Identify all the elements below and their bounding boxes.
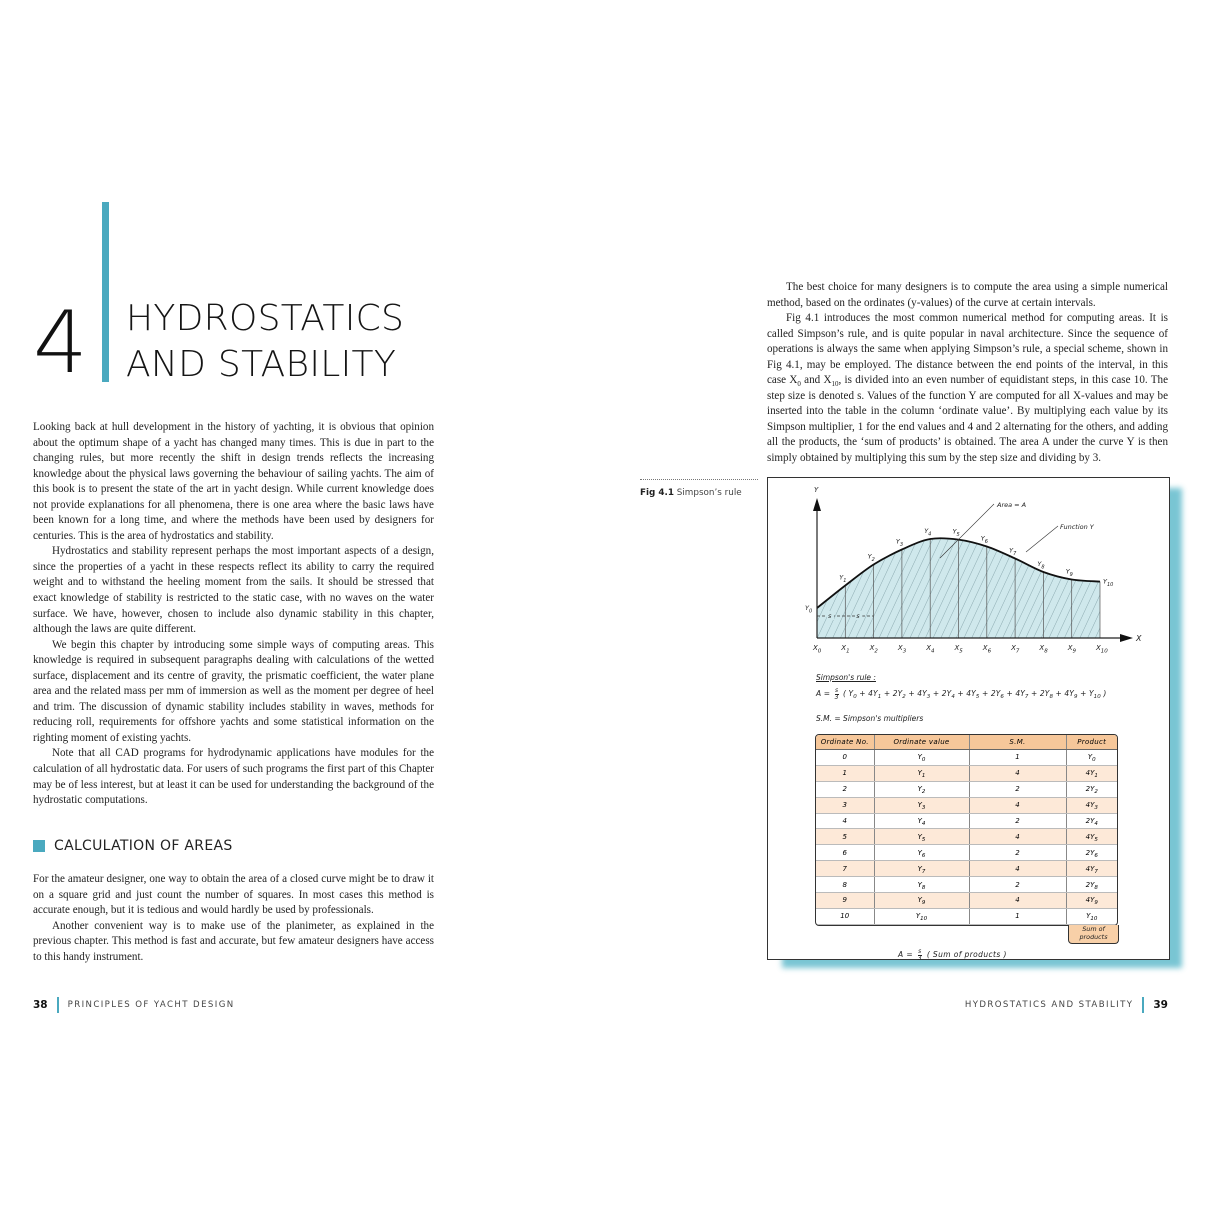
table-cell: $4Y_5$: [1066, 829, 1117, 845]
table-cell: 4: [816, 813, 874, 829]
table-cell: $4Y_9$: [1066, 893, 1117, 909]
ordinate-label: $Y_2$: [867, 552, 875, 563]
table-row: [816, 781, 1117, 797]
table-cell: $Y_0$: [874, 750, 969, 766]
running-title: PRINCIPLES OF YACHT DESIGN: [67, 1000, 235, 1010]
table-cell: 1: [816, 765, 874, 781]
subscript: 10: [831, 380, 839, 389]
fraction: [918, 949, 922, 962]
paragraph: Looking back at hull development in the history of yachting, it is obvious that opinion about the optimum shape of a yacht has changed many times. This is due in part to the changing rules, but more recently the shift in design trends reflects the increasing knowledge about the physical laws governing the behaviour of sailing yachts. The aim of this book is to present the state of the art in yacht design. While current knowledge does not provide explanations for all phenomena, there is one area where the basic laws have been known for a long time, and where the methods have been used by designers for centuries. This is the area of hydrostatics and stability.: [33, 421, 434, 542]
table-cell: 4: [969, 829, 1066, 845]
table-row: [816, 845, 1117, 861]
paragraph: Another convenient way is to make use of the planimeter, as explained in the previous chapter. This method is fast and accurate, but few amateur designers have access to this handy instrument.: [33, 919, 434, 963]
x-tick-label: $X_3$: [897, 644, 907, 655]
table-cell: $Y_5$: [874, 829, 969, 845]
formula-term: + $2Y_4$: [930, 689, 955, 700]
formula-term: + $2Y_8$: [1028, 689, 1054, 700]
section-heading: [33, 838, 233, 854]
table-cell: $Y_0$: [1066, 750, 1117, 766]
chapter-accent-bar: [102, 202, 109, 382]
ordinate-label: $Y_3$: [895, 537, 904, 548]
table-header: Ordinate No.: [816, 735, 874, 750]
x-tick-label: $X_0$: [813, 644, 822, 655]
simpsons-rule-label: Simpson's rule :: [816, 673, 876, 682]
page-number: 39: [1153, 999, 1168, 1011]
right-body-text: [767, 280, 1168, 467]
formula-term: + $2Y_6$: [979, 689, 1004, 700]
table-cell: 7: [816, 861, 874, 877]
ordinate-label: $Y_7$: [1009, 546, 1017, 557]
chapter-number: 4: [33, 293, 86, 393]
footer-divider: [1142, 997, 1144, 1013]
table-cell: 5: [816, 829, 874, 845]
table-cell: $Y_9$: [874, 893, 969, 909]
chapter-title: [126, 296, 404, 388]
table-cell: 3: [816, 797, 874, 813]
formula-term: + $4Y_7$: [1004, 689, 1029, 700]
area-formula-rest: ( Sum of products ): [926, 950, 1007, 959]
formula-term: + $4Y_1$: [856, 689, 882, 700]
x-tick-label: $X_2$: [869, 644, 878, 655]
simpsons-formula: [816, 687, 1106, 701]
figure-label: Fig 4.1: [640, 488, 674, 498]
table-cell: 1: [969, 750, 1066, 766]
table-cell: 0: [816, 750, 874, 766]
formula-term: $Y_0$: [848, 689, 857, 700]
section-body-text: [33, 872, 434, 965]
sum-label-line-1: Sum of: [1082, 925, 1105, 933]
sum-label-line-2: products: [1079, 933, 1108, 941]
figure-box: [767, 477, 1170, 960]
paragraph: We begin this chapter by introducing some simple ways of computing areas. This knowledge is required in subsequent paragraphs dealing with calculations of the wetted surface, displacement and its centre of gravity, the prismatic coefficient, the water plane area and the related mass per mm of immersion as well as the moment per degree of heel and trim. The discussion of dynamic stability includes stability in waves, methods for reducing roll, requirements for offshore yachts and some statistical information on the righting moment of existing yachts.: [33, 638, 434, 744]
caption-dotted-rule: [640, 479, 758, 480]
table-header: S.M.: [969, 735, 1066, 750]
table-cell: $Y_1$: [874, 765, 969, 781]
table-cell: $Y_2$: [874, 781, 969, 797]
text-run: and X: [800, 374, 832, 387]
fraction-numerator: s: [918, 947, 922, 955]
simpson-table: [815, 734, 1118, 926]
table-cell: $Y_8$: [874, 877, 969, 893]
table-cell: $2Y_2$: [1066, 781, 1117, 797]
paragraph: Hydrostatics and stability represent perhaps the most important aspects of a design, since the properties of a yacht in these respects reflect its ability to carry the required weight and to withstand the heeling moment from the sails. It should be stressed that exact knowledge of stability is restricted to the static case, with no waves on the water surface. We have, however, chosen to include also dynamic stability in this chapter, although the laws are quite different.: [33, 545, 434, 636]
table-cell: 4: [969, 893, 1066, 909]
ordinate-label: $Y_4$: [924, 527, 932, 538]
fraction-denominator: 3: [917, 954, 923, 962]
x-tick-label: $X_5$: [954, 644, 963, 655]
sum-of-products-box: [1068, 925, 1119, 944]
step-label: s: [856, 612, 860, 620]
x-tick-label: $X_9$: [1067, 644, 1076, 655]
table-header: Product: [1066, 735, 1117, 750]
formula-term: + $4Y_5$: [954, 689, 980, 700]
table-row: [816, 877, 1117, 893]
table-cell: 4: [969, 765, 1066, 781]
formula-prefix: A =: [816, 689, 831, 698]
table-row: [816, 861, 1117, 877]
table-cell: 2: [969, 813, 1066, 829]
chapter-title-line-1: HYDROSTATICS: [126, 298, 405, 339]
ordinate-label: $Y_9$: [1065, 567, 1073, 578]
table-row: [816, 829, 1117, 845]
fraction: [835, 688, 839, 701]
table-cell: 10: [816, 908, 874, 924]
table-cell: 1: [969, 908, 1066, 924]
table-cell: $2Y_8$: [1066, 877, 1117, 893]
left-footer: [33, 997, 235, 1013]
x-tick-label: $X_8$: [1039, 644, 1048, 655]
ordinate-label: $Y_6$: [980, 534, 988, 545]
table-cell: 8: [816, 877, 874, 893]
ordinate-label: $Y_0$: [805, 604, 813, 615]
footer-divider: [57, 997, 59, 1013]
paragraph: For the amateur designer, one way to obtain the area of a closed curve might be to draw it on a square grid and just count the number of squares. In most cases this method is accurate enough, but it is tedious and would hardly be used by professionals.: [33, 873, 434, 917]
paragraph: The best choice for many designers is to compute the area using a simple numerical method, based on the ordinates (y-values) of the curve at certain intervals.: [767, 281, 1168, 309]
x-axis-label: X: [1136, 634, 1142, 643]
simpson-diagram: [768, 478, 1168, 668]
formula-term: + $Y_{10}$: [1077, 689, 1101, 700]
table-cell: $Y_6$: [874, 845, 969, 861]
table-header: Ordinate value: [874, 735, 969, 750]
table-cell: $4Y_7$: [1066, 861, 1117, 877]
area-formula: [898, 948, 1007, 962]
function-label: Function Y: [1060, 523, 1094, 531]
paragraph: Note that all CAD programs for hydrodynamic applications have modules for the calculation of all hydrostatic data. For users of such programs the first part of this Chapter may be of less interest, but at least it can be used for understanding the background of the hydrostatic computations.: [33, 747, 434, 807]
paragraph: [767, 311, 1168, 466]
table-row: [816, 813, 1117, 829]
subscript: 0: [797, 380, 801, 389]
table-cell: $4Y_1$: [1066, 765, 1117, 781]
area-label: Area = A: [997, 501, 1027, 509]
table-cell: 2: [969, 845, 1066, 861]
table-cell: $2Y_6$: [1066, 845, 1117, 861]
x-tick-label: $X_4$: [926, 644, 935, 655]
formula-term: + $4Y_9$: [1053, 689, 1078, 700]
y-axis-label: Y: [814, 486, 819, 494]
fraction-numerator: s: [834, 686, 839, 694]
table-row: [816, 765, 1117, 781]
ordinate-label: $Y_8$: [1037, 560, 1045, 571]
ordinate-label: $Y_1$: [839, 573, 847, 584]
formula-prefix: A =: [898, 950, 913, 959]
right-footer: [965, 997, 1168, 1013]
table-row: [816, 797, 1117, 813]
sm-definition: S.M. = Simpson's multipliers: [816, 714, 924, 723]
formula-term: (: [843, 689, 849, 698]
simpson-table-grid: [816, 735, 1117, 925]
table-row: [816, 893, 1117, 909]
table-cell: 4: [969, 797, 1066, 813]
table-cell: $Y_{10}$: [874, 908, 969, 924]
running-title: HYDROSTATICS AND STABILITY: [964, 1000, 1134, 1010]
left-body-text: [33, 420, 434, 809]
x-tick-label: $X_{10}$: [1096, 644, 1108, 655]
chapter-title-line-2: AND STABILITY: [126, 344, 397, 385]
table-cell: $Y_4$: [874, 813, 969, 829]
x-tick-label: $X_1$: [841, 644, 850, 655]
table-cell: $Y_3$: [874, 797, 969, 813]
formula-term: + $2Y_2$: [881, 689, 906, 700]
text-run: , is divided into an even number of equidistant steps, in this case 10. The step size is denoted s. Values of the function Y are computed for all X-values and may be inserted into the table in the column ‘ordinate value’. By multiplying each value by its Simpson multiplier, 1 for the end values and 4 and 2 alternating for the others, and adding all the products, the ‘sum of products’ is obtained. The area A under the curve Y is then simply obtained by multiplying this sum by the step size and dividing by 3.: [767, 374, 1169, 465]
table-cell: $Y_{10}$: [1066, 908, 1117, 924]
fraction-denominator: 3: [834, 693, 839, 701]
table-cell: 2: [969, 781, 1066, 797]
formula-term: ): [1100, 689, 1107, 698]
ordinate-label: $Y_5$: [952, 527, 960, 539]
step-label: s: [828, 612, 832, 620]
section-title: CALCULATION OF AREAS: [54, 838, 233, 854]
formula-term: + $4Y_3$: [905, 689, 931, 700]
table-cell: 2: [969, 877, 1066, 893]
table-cell: 9: [816, 893, 874, 909]
figure-caption-text: Simpson’s rule: [676, 488, 742, 498]
ordinate-label: $Y_{10}$: [1103, 577, 1114, 589]
table-row: [816, 908, 1117, 924]
text-run: Fig 4.1 introduces the most common numerical method for computing areas. It is called Simpson’s rule, and is quite popular in naval architecture. Since the sequence of operations is always the same when applying Simpson’s rule, a special scheme, shown in Fig 4.1, may be employed. The distance between the end points of the interval, in this case X: [767, 312, 1168, 387]
table-cell: 4: [969, 861, 1066, 877]
table-cell: $4Y_3$: [1066, 797, 1117, 813]
formula-terms: [843, 689, 1106, 698]
page-number: 38: [33, 999, 48, 1011]
table-cell: 2: [816, 781, 874, 797]
section-square-icon: [33, 840, 45, 852]
y-axis-arrow-icon: [813, 498, 821, 511]
table-cell: 6: [816, 845, 874, 861]
x-tick-label: $X_6$: [982, 644, 992, 655]
function-leader: [1026, 526, 1058, 552]
x-tick-label: $X_7$: [1011, 644, 1020, 655]
table-cell: $2Y_4$: [1066, 813, 1117, 829]
table-cell: $Y_7$: [874, 861, 969, 877]
x-axis-arrow-icon: [1120, 634, 1133, 642]
figure-caption: [640, 488, 760, 498]
table-row: [816, 750, 1117, 766]
